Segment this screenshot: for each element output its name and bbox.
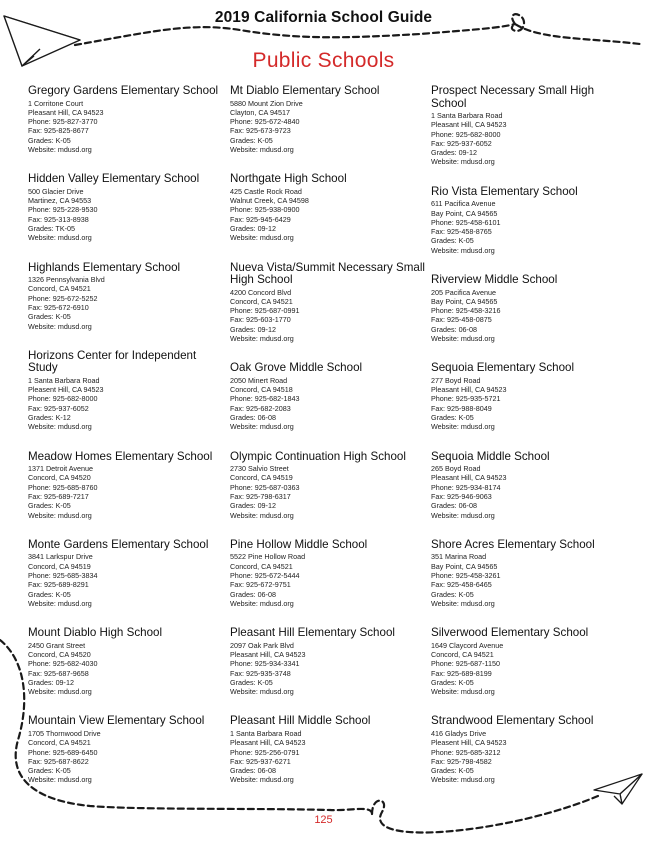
school-phone: Phone: 925-934-3341	[230, 659, 300, 669]
school-website: Website: mdusd.org	[28, 775, 92, 785]
school-city: Pleasant Hill, CA 94523	[431, 473, 507, 483]
school-website: Website: mdusd.org	[230, 334, 294, 344]
school-website: Website: mdusd.org	[431, 598, 495, 608]
school-fax: Fax: 925-458-6465	[431, 580, 492, 590]
school-entry	[431, 85, 626, 167]
school-name: Highlands Elementary School	[28, 260, 181, 274]
school-name: Hidden Valley Elementary School	[28, 172, 200, 186]
school-column-2	[230, 85, 425, 804]
school-city: Concord, CA 94519	[230, 473, 293, 483]
school-fax: Fax: 925-798-4582	[431, 756, 492, 766]
school-phone: Phone: 925-685-3834	[28, 571, 98, 580]
school-grades: Grades: K-05	[431, 413, 474, 423]
school-entry	[230, 627, 425, 696]
school-name: Sequoia Elementary School	[431, 361, 575, 375]
school-fax: Fax: 925-458-0875	[431, 315, 492, 325]
school-fax: Fax: 925-672-9751	[230, 580, 291, 590]
school-entry	[431, 274, 626, 343]
school-website: Website: mdusd.org	[28, 233, 92, 243]
school-city: Pleasant Hill, CA 94523	[230, 738, 306, 748]
school-entry	[431, 539, 626, 608]
school-entry	[28, 173, 223, 242]
school-phone: Phone: 925-458-6101	[431, 217, 501, 227]
school-grades: Grades: K-05	[28, 312, 71, 322]
school-address: 425 Castle Rock Road	[230, 186, 302, 196]
school-phone: Phone: 925-934-8174	[431, 482, 501, 492]
school-website: Website: mdusd.org	[28, 510, 92, 520]
school-fax: Fax: 925-313-8938	[28, 214, 89, 224]
school-website: Website: mdusd.org	[431, 687, 495, 697]
school-city: Concord, CA 94521	[230, 561, 293, 571]
school-phone: Phone: 925-228-9530	[28, 205, 98, 215]
school-fax: Fax: 925-937-6052	[431, 138, 492, 148]
school-grades: Grades: 06-08	[230, 413, 276, 423]
school-name: Riverview Middle School	[431, 273, 558, 287]
school-fax: Fax: 925-673-9723	[230, 126, 291, 136]
school-name: Nueva Vista/Summit Necessary Small High School	[230, 260, 426, 287]
school-phone: Phone: 925-685-8760	[28, 482, 98, 492]
school-phone: Phone: 925-827-3770	[28, 117, 98, 127]
school-website: Website: mdusd.org	[230, 510, 294, 520]
school-address: 500 Glacier Drive	[28, 186, 84, 196]
school-website: Website: mdusd.org	[431, 422, 495, 432]
school-entry	[28, 715, 223, 784]
school-website: Website: mdusd.org	[230, 422, 294, 432]
school-address: 1 Corritone Court	[28, 98, 84, 108]
school-address: 1326 Pennsylvania Blvd	[28, 275, 105, 285]
school-address: 1 Santa Barbara Road	[28, 375, 100, 385]
school-entry	[431, 362, 626, 431]
school-name: Pine Hollow Middle School	[230, 537, 368, 551]
school-phone: Phone: 925-687-0991	[230, 306, 300, 316]
school-fax: Fax: 925-937-6052	[28, 403, 89, 413]
school-city: Concord, CA 94521	[431, 649, 494, 659]
school-website: Website: mdusd.org	[431, 334, 495, 344]
section-title: Public Schools	[252, 49, 395, 72]
school-entry	[28, 350, 223, 432]
school-entry	[431, 627, 626, 696]
school-city: Pleasant Hill, CA 94523	[28, 107, 104, 117]
school-entry	[230, 85, 425, 154]
school-address: 4200 Concord Blvd	[230, 287, 292, 297]
school-address: 2450 Grant Street	[28, 640, 86, 650]
school-grades: Grades: 09-12	[28, 677, 74, 687]
school-website: Website: mdusd.org	[230, 687, 294, 697]
school-entry	[28, 539, 223, 608]
school-name: Sequoia Middle School	[431, 449, 550, 463]
school-entry	[431, 715, 626, 784]
school-name: Mt Diablo Elementary School	[230, 84, 380, 97]
school-address: 1 Santa Barbara Road	[431, 111, 503, 120]
school-entry	[28, 451, 223, 520]
school-grades: Grades: K-05	[28, 135, 71, 145]
page-number: 125	[314, 814, 333, 826]
school-address: 611 Pacifica Avenue	[431, 199, 496, 209]
school-fax: Fax: 925-689-8291	[28, 580, 89, 590]
school-website: Website: mdusd.org	[431, 510, 495, 520]
school-name: Horizons Center for Independent Study	[28, 348, 197, 375]
school-grades: Grades: K-05	[28, 501, 71, 511]
school-name: Pleasant Hill Middle School	[230, 714, 371, 728]
school-entry	[28, 85, 223, 154]
school-phone: Phone: 925-935-5721	[431, 394, 501, 404]
school-fax: Fax: 925-798-6317	[230, 492, 291, 502]
school-grades: Grades: K-05	[431, 677, 474, 687]
school-fax: Fax: 925-689-7217	[28, 492, 89, 502]
school-grades: Grades: K-05	[28, 766, 71, 776]
school-website: Website: mdusd.org	[230, 144, 294, 154]
school-address: 5880 Mount Zion Drive	[230, 98, 303, 108]
school-address: 2050 Minert Road	[230, 375, 288, 385]
school-address: 5522 Pine Hollow Road	[230, 552, 306, 562]
school-website: Website: mdusd.org	[230, 233, 294, 243]
school-grades: Grades: 09-12	[230, 223, 276, 233]
school-address: 205 Pacifica Avenue	[431, 287, 497, 297]
school-grades: Grades: TK-05	[28, 223, 76, 233]
school-grades: Grades: K-05	[230, 677, 273, 687]
school-phone: Phone: 925-458-3216	[431, 306, 501, 316]
school-fax: Fax: 925-458-8765	[431, 227, 492, 237]
school-address: 3841 Larkspur Drive	[28, 552, 93, 562]
school-city: Martinez, CA 94553	[28, 196, 92, 206]
school-entry	[230, 715, 425, 784]
school-city: Concord, CA 94520	[28, 649, 91, 659]
school-phone: Phone: 925-687-0363	[230, 482, 300, 492]
school-fax: Fax: 925-687-8622	[28, 756, 89, 766]
school-city: Bay Point, CA 94565	[431, 208, 498, 218]
school-phone: Phone: 925-672-5444	[230, 571, 300, 580]
school-fax: Fax: 925-825-8677	[28, 126, 89, 136]
school-name: Olympic Continuation High School	[230, 449, 406, 463]
school-entry	[431, 451, 626, 520]
school-website: Website: mdusd.org	[431, 245, 495, 255]
school-fax: Fax: 925-946-9063	[431, 492, 492, 502]
school-address: 265 Boyd Road	[431, 464, 481, 474]
school-website: Website: mdusd.org	[230, 775, 294, 785]
school-phone: Phone: 925-682-8000	[28, 394, 98, 404]
school-name: Silverwood Elementary School	[431, 626, 589, 640]
school-address: 2097 Oak Park Blvd	[230, 640, 294, 650]
school-city: Pleasant Hill, CA 94523	[431, 385, 507, 395]
school-city: Concord, CA 94521	[28, 284, 91, 294]
school-address: 1371 Detroit Avenue	[28, 464, 94, 474]
school-entry	[230, 451, 425, 520]
school-fax: Fax: 925-603-1770	[230, 315, 291, 325]
school-address: 351 Marina Road	[431, 552, 487, 562]
school-name: Gregory Gardens Elementary School	[28, 84, 219, 97]
school-grades: Grades: 06-08	[431, 501, 477, 511]
school-phone: Phone: 925-938-0900	[230, 205, 300, 215]
school-website: Website: mdusd.org	[28, 144, 92, 154]
school-fax: Fax: 925-937-6271	[230, 756, 291, 766]
school-fax: Fax: 925-988-8049	[431, 403, 492, 413]
school-address: 2730 Salvio Street	[230, 464, 289, 474]
school-address: 277 Boyd Road	[431, 375, 481, 385]
school-name: Monte Gardens Elementary School	[28, 537, 209, 551]
school-name: Prospect Necessary Small High School	[431, 84, 595, 110]
school-grades: Grades: 09-12	[230, 324, 276, 334]
school-grades: Grades: K-05	[28, 589, 71, 599]
school-city: Pleasent Hill, CA 94523	[431, 738, 507, 748]
school-name: Mountain View Elementary School	[28, 714, 205, 728]
school-address: 1649 Claycord Avenue	[431, 640, 504, 650]
school-name: Strandwood Elementary School	[431, 714, 594, 728]
school-city: Pleasent Hill, CA 94523	[28, 385, 104, 395]
school-address: 1 Santa Barbara Road	[230, 728, 302, 738]
school-name: Oak Grove Middle School	[230, 361, 363, 375]
school-city: Concord, CA 94521	[230, 296, 293, 306]
school-entry	[230, 262, 425, 344]
school-city: Concord, CA 94518	[230, 385, 293, 395]
school-grades: Grades: 06-08	[431, 324, 477, 334]
school-fax: Fax: 925-945-6429	[230, 214, 291, 224]
school-entry	[431, 186, 626, 255]
school-column-3	[431, 85, 626, 804]
school-grades: Grades: K-05	[230, 135, 273, 145]
school-city: Walnut Creek, CA 94598	[230, 196, 309, 206]
school-grades: Grades: 09-12	[230, 501, 276, 511]
school-name: Mount Diablo High School	[28, 626, 163, 640]
school-fax: Fax: 925-935-3748	[230, 668, 291, 678]
school-city: Concord, CA 94519	[28, 561, 91, 571]
school-city: Concord, CA 94521	[28, 738, 91, 748]
school-grades: Grades: K-05	[431, 589, 474, 599]
guide-title: 2019 California School Guide	[214, 9, 433, 26]
school-name: Rio Vista Elementary School	[431, 184, 578, 198]
school-fax: Fax: 925-672-6910	[28, 302, 89, 312]
school-fax: Fax: 925-689-8199	[431, 668, 492, 678]
school-address: 416 Gladys Drive	[431, 728, 487, 738]
school-grades: Grades: K-12	[28, 413, 71, 423]
school-entry	[230, 362, 425, 431]
school-city: Pleasant Hill, CA 94523	[230, 649, 306, 659]
school-phone: Phone: 925-689-6450	[28, 747, 98, 757]
school-entry	[28, 627, 223, 696]
school-column-1	[28, 85, 223, 804]
school-grades: Grades: 09-12	[431, 148, 477, 158]
school-phone: Phone: 925-687-1150	[431, 659, 501, 669]
school-phone: Phone: 925-256-0791	[230, 747, 300, 757]
school-address: 1705 Thornwood Drive	[28, 728, 101, 738]
school-grades: Grades: 06-08	[230, 766, 276, 776]
school-city: Bay Point, CA 94565	[431, 561, 498, 571]
school-phone: Phone: 925-685-3212	[431, 747, 501, 757]
school-website: Website: mdusd.org	[28, 598, 92, 608]
school-entry	[28, 262, 223, 331]
school-name: Shore Acres Elementary School	[431, 537, 595, 551]
school-grades: Grades: 06-08	[230, 589, 276, 599]
school-fax: Fax: 925-682-2083	[230, 403, 291, 413]
school-fax: Fax: 925-687-9658	[28, 668, 89, 678]
school-name: Pleasant Hill Elementary School	[230, 626, 395, 640]
school-website: Website: mdusd.org	[28, 687, 92, 697]
school-phone: Phone: 925-458-3261	[431, 571, 501, 580]
school-entry	[230, 173, 425, 242]
school-city: Concord, CA 94520	[28, 473, 91, 483]
school-grades: Grades: K-05	[431, 766, 474, 776]
school-website: Website: mdusd.org	[431, 157, 495, 167]
school-phone: Phone: 925-672-5252	[28, 293, 98, 303]
school-city: Clayton, CA 94517	[230, 107, 290, 117]
school-phone: Phone: 925-672-4840	[230, 117, 300, 127]
school-phone: Phone: 925-682-8000	[431, 129, 501, 139]
school-grades: Grades: K-05	[431, 236, 474, 246]
school-phone: Phone: 925-682-1843	[230, 394, 300, 404]
school-city: Pleasant Hill, CA 94523	[431, 120, 507, 130]
school-website: Website: mdusd.org	[431, 775, 495, 785]
school-name: Meadow Homes Elementary School	[28, 449, 213, 463]
school-phone: Phone: 925-682-4030	[28, 659, 98, 669]
school-city: Bay Point, CA 94565	[431, 296, 498, 306]
school-website: Website: mdusd.org	[28, 321, 92, 331]
school-name: Northgate High School	[230, 172, 347, 186]
school-website: Website: mdusd.org	[230, 598, 294, 608]
school-website: Website: mdusd.org	[28, 422, 92, 432]
school-entry	[230, 539, 425, 608]
